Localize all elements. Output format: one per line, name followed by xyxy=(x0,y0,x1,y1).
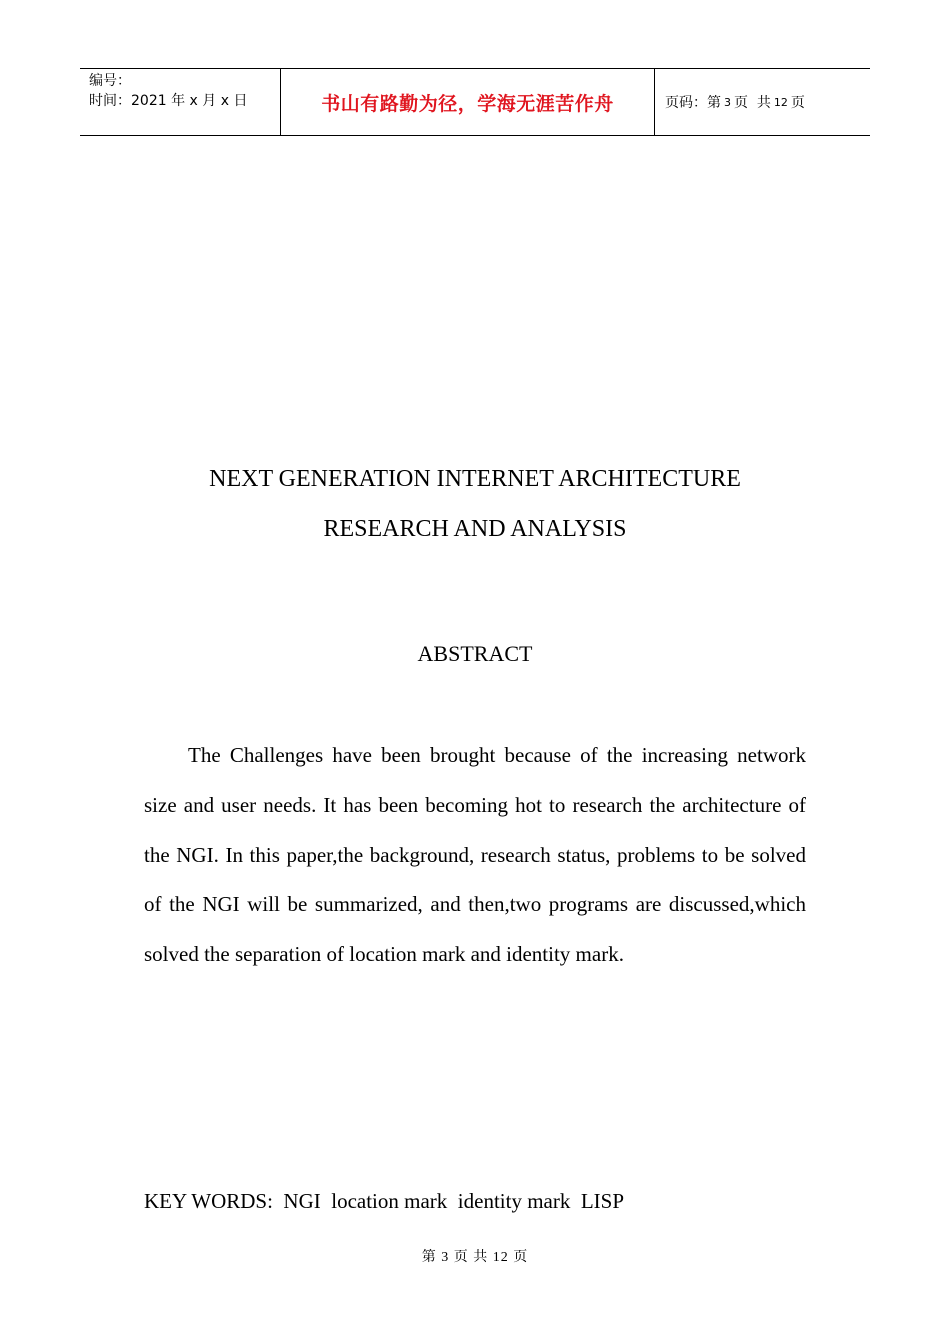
total-unit: 页 xyxy=(790,95,805,111)
date-line xyxy=(89,91,280,111)
keywords-line: KEY WORDS: NGI location mark identity mark LISP xyxy=(144,1189,625,1213)
page-label: 页码：第 xyxy=(665,95,721,111)
header-meta-cell xyxy=(80,69,281,135)
time-label: 时间： xyxy=(89,93,131,109)
time-day: x xyxy=(220,93,230,109)
time-year: 2021 xyxy=(131,93,167,109)
header-page-cell xyxy=(655,69,870,135)
document-title-line-2: RESEARCH AND ANALYSIS xyxy=(323,516,627,542)
time-month-unit: 月 xyxy=(202,93,217,109)
total-label: 共 xyxy=(756,95,771,111)
time-year-unit: 年 xyxy=(171,93,186,109)
page-current: 3 xyxy=(724,95,731,109)
time-day-unit: 日 xyxy=(233,93,248,109)
page-total: 12 xyxy=(773,95,788,109)
time-month: x xyxy=(189,93,198,109)
page-header xyxy=(80,68,870,136)
header-motto-cell xyxy=(281,69,655,135)
abstract-heading: ABSTRACT xyxy=(417,641,533,666)
page-footer: 第 3 页 共 12 页 xyxy=(421,1250,529,1265)
page-unit: 页 xyxy=(734,95,748,111)
number-label: 编号： xyxy=(89,73,131,89)
document-title-line-1: NEXT GENERATION INTERNET ARCHITECTURE xyxy=(209,466,741,492)
abstract-body: The Challenges have been brought because of the increasing network size and user needs. It has been becoming hot to research the architecture of the NGI. In this paper,the background, research status, problems to be solved of the NGI will be summarized, and then,two programs are discussed,which solved the separation of location mark and identity mark. xyxy=(144,743,806,967)
motto-text: 书山有路勤为径，学海无涯苦作舟 xyxy=(321,92,614,115)
